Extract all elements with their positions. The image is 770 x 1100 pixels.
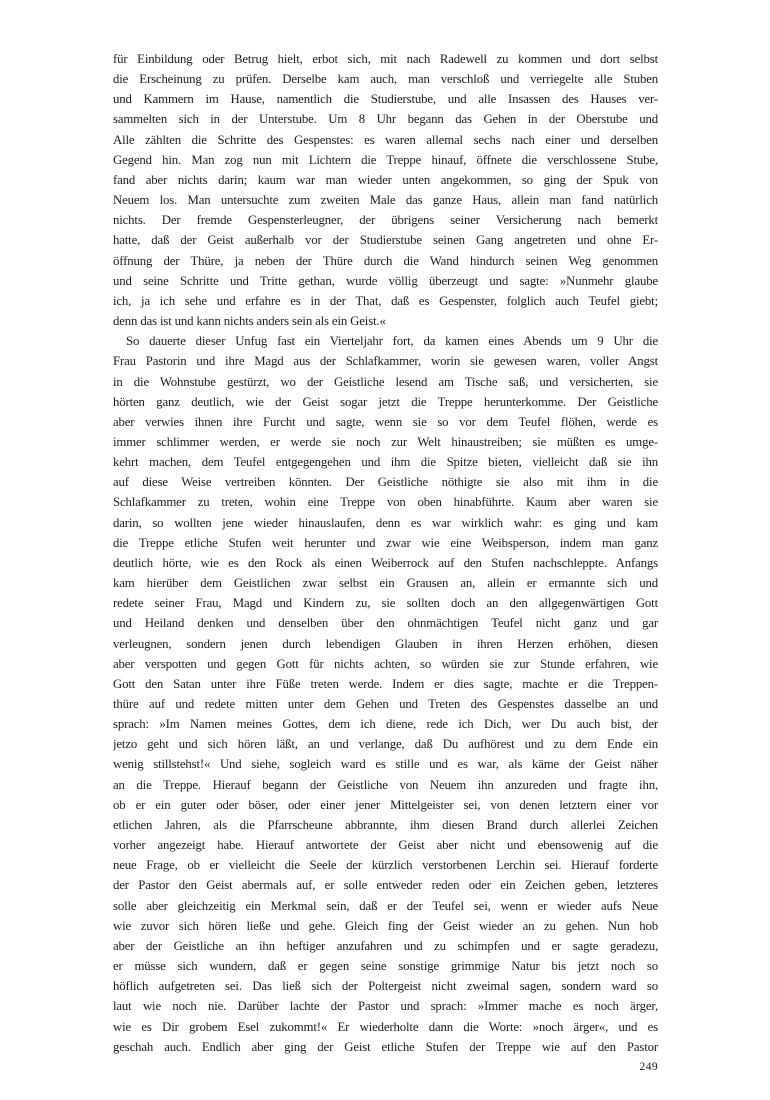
- text-line: jetzo geht und sich hören läßt, an und verlange, daß Du aufhörest und zu dem Ende ein: [113, 737, 658, 752]
- text-line: wie zuvor sich hören ließe und gehe. Gleich fing der Geist wieder an zu gehen. Nun hob: [113, 918, 658, 933]
- text-line: kam hierüber dem Geistlichen zwar selbst ein Grausen an, allein er ermannte sich und: [113, 576, 658, 591]
- text-line: darin, so wollten jene wieder hinauslaufen, denn es war wirklich wahr: es ging und kam: [113, 515, 658, 530]
- text-block: [113, 49, 658, 1057]
- text-line: sammelten sich in der Unterstube. Um 8 Uhr begann das Gehen in der Oberstube und: [113, 112, 658, 127]
- text-line: für Einbildung oder Betrug hielt, erbot sich, mit nach Radewell zu kommen und dort selbst: [113, 52, 658, 66]
- text-line: So dauerte dieser Unfug fast ein Vierteljahr fort, da kamen eines Abends um 9 Uhr die: [126, 334, 658, 349]
- text-line: und seine Schritte und Tritte gethan, wurde völlig überzeugt und sagte: »Nunmehr glaube: [113, 273, 658, 288]
- text-line: geschah auch. Endlich aber ging der Geist etliche Stufen der Treppe wie auf den Pastor: [113, 1039, 658, 1054]
- text-line: Gegend hin. Man zog nun mit Lichtern die Treppe hinauf, öffnete die verschlossene Stube,: [113, 152, 658, 167]
- text-line: redete seiner Frau, Magd und Kindern zu, sie sollten doch an den allgegenwärtigen Gott: [113, 596, 658, 611]
- text-line: denn das ist und kann nichts anders sein als ein Geist.«: [113, 314, 386, 329]
- text-line: und Kammern im Hause, namentlich die Studierstube, und alle Insassen des Hauses ver-: [113, 92, 658, 107]
- text-line: Neuem los. Man untersuchte zum zweiten Male das ganze Haus, allein man fand natürlich: [113, 193, 658, 208]
- text-line: in die Wohnstube gestürzt, wo der Geistliche lesend am Tische saß, und versicherten, sie: [113, 374, 658, 389]
- text-line: aber verwies ihnen ihre Furcht und sagte, wenn sie so vor dem Teufel flöhen, werde es: [113, 414, 658, 429]
- text-line: verleugnen, sondern jenen durch lebendigen Glauben in ihren Herzen erhöhen, diesen: [113, 636, 658, 651]
- text-line: aber verspotten und gegen Gott für nichts achten, so würden sie zur Stunde erfahren, wie: [113, 656, 658, 671]
- text-line: öffnung der Thüre, ja neben der Thüre durch die Wand hindurch seinen Weg genommen: [113, 253, 658, 268]
- text-line: kehrt machen, dem Teufel entgegengehen und ihm die Spitze bieten, vielleicht daß sie ihn: [113, 455, 658, 470]
- text-line: wenig stillstehst!« Und siehe, sogleich ward es stille und es war, als käme der Geist näher: [113, 757, 658, 772]
- text-line: sprach: »Im Namen meines Gottes, dem ich diene, rede ich Dich, wer Du auch bist, der: [113, 717, 658, 732]
- text-line: thüre auf und redete mitten unter dem Gehen und Treten des Gespenstes dasselbe an und: [113, 697, 658, 711]
- text-line: aber der Geistliche an ihn heftiger anzufahren und zu schimpfen und er sagte geradezu,: [113, 938, 658, 953]
- text-line: und Heiland denken und denselben über den ohnmächtigen Teufel nicht ganz und gar: [113, 616, 658, 631]
- text-line: an die Treppe. Hierauf begann der Geistliche von Neuem ihn anzureden und fragte ihn,: [113, 777, 658, 792]
- text-line: höflich aufgetreten sei. Das ließ sich der Poltergeist nicht zweimal sagen, sondern ward so: [113, 979, 658, 994]
- text-line: hatte, daß der Geist außerhalb vor der Studierstube seinen Gang angetreten und ohne Er-: [113, 233, 658, 248]
- text-line: fand aber nichts darin; kaum war man wieder unten angekommen, so ging der Spuk von: [113, 172, 658, 187]
- text-line: vorher angezeigt habe. Hierauf antwortete der Geist aber nicht und ebensowenig auf die: [113, 838, 658, 853]
- text-line: neue Frage, ob er vielleicht die Seele der kürzlich verstorbenen Lerchin sei. Hierauf forderte: [113, 858, 658, 873]
- text-line: laut wie noch nie. Darüber lachte der Pastor und sprach: »Immer mache es noch ärger,: [113, 999, 658, 1014]
- text-line: hörten ganz deutlich, wie der Geist sogar jetzt die Treppe herunterkomme. Der Geistliche: [113, 394, 658, 409]
- text-line: etlichen Jahren, als die Pfarrscheune abbrannte, ihm diesen Brand durch allerlei Zeichen: [113, 817, 658, 832]
- text-line: Gott den Satan unter ihre Füße treten werde. Indem er dies sagte, machte er die Treppen-: [113, 676, 658, 691]
- text-line: ich, ja ich sehe und erfahre es in der That, daß es Gespenster, folglich auch Teufel giebt;: [113, 293, 658, 308]
- text-line: die Erscheinung zu prüfen. Derselbe kam auch, man verschloß und verriegelte alle Stuben: [113, 72, 658, 87]
- text-line: solle aber gleichzeitig ein Merkmal sein, daß er der Teufel sei, wenn er wieder aufs Neue: [113, 898, 658, 913]
- text-line: Alle zählten die Schritte des Gespenstes: es waren allemal sechs nach einer und derselben: [113, 132, 658, 147]
- text-line: immer schlimmer werden, er werde sie noch zur Welt hinaustreiben; sie müßten es umge-: [113, 434, 658, 449]
- text-line: deutlich hörte, wie es den Rock als einen Weiberrock auf den Stufen nachschleppte. Anfangs: [113, 555, 658, 570]
- page-number: 249: [639, 1061, 658, 1073]
- text-line: die Treppe etliche Stufen weit herunter und zwar wie eine Weibsperson, indem man ganz: [113, 535, 658, 550]
- text-line: nichts. Der fremde Gespensterleugner, der übrigens seiner Versicherung nach bemerkt: [113, 213, 658, 228]
- text-line: ob er ein guter oder böser, oder einer jener Mittelgeister sei, von denen letztern einer vor: [113, 797, 658, 812]
- text-line: der Pastor den Geist abermals auf, er solle entweder reden oder ein Zeichen geben, letzteres: [113, 878, 658, 893]
- text-line: wie es Dir grobem Esel zukommt!« Er wiederholte dann die Worte: »noch ärger«, und es: [113, 1019, 658, 1034]
- text-line: auf diese Weise vertreiben könnten. Der Geistliche nöthigte sie also mit ihm in die: [113, 475, 658, 490]
- text-line: Schlafkammer zu treten, wohin eine Treppe von oben hinabführte. Kaum aber waren sie: [113, 495, 658, 510]
- text-line: er müsse sich wundern, daß er gegen seine sonstige grimmige Natur bis jetzt noch so: [113, 959, 658, 974]
- text-line: Frau Pastorin und ihre Magd aus der Schlafkammer, worin sie gewesen waren, voller Angst: [113, 354, 658, 369]
